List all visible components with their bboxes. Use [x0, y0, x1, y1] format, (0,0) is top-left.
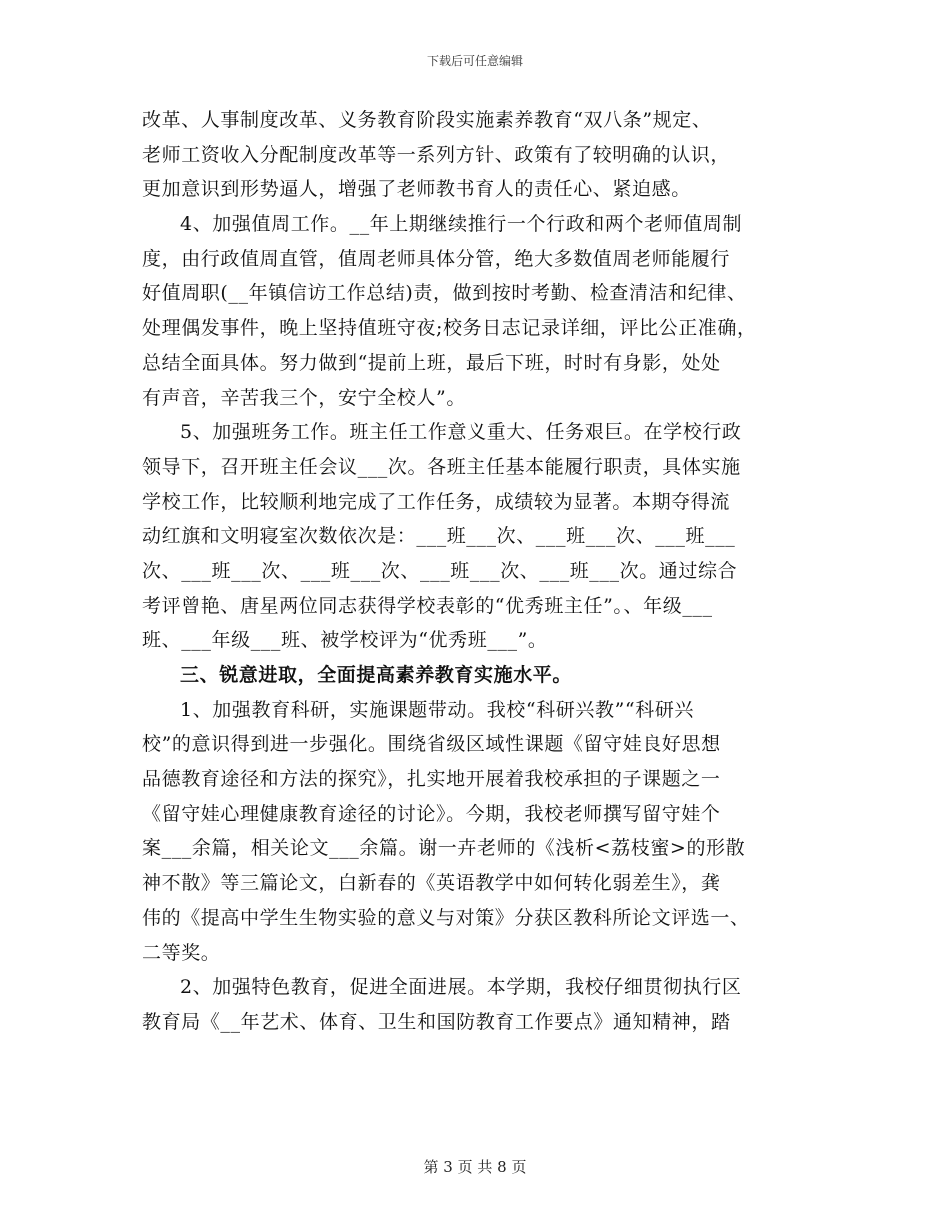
document-body	[142, 103, 812, 1040]
text-line: 好值周职(__年镇信访工作总结)责，做到按时考勤、检查清洁和纪律、	[142, 282, 747, 305]
text-line: 《留守娃心理健康教育途径的讨论》。今期，我校老师撰写留守娃个	[142, 802, 721, 825]
text-line: 更加意识到形势逼人，增强了老师教书育人的责任心、紧迫感。	[142, 178, 691, 201]
text-line: 2、加强特色教育，促进全面进展。本学期，我校仔细贯彻执行区	[180, 976, 742, 999]
text-line: 教育局《__年艺术、体育、卫生和国防教育工作要点》通知精神，踏	[142, 1010, 731, 1033]
text-line: 品德教育途径和方法的探究》，扎实地开展着我校承担的子课题之一	[142, 768, 721, 791]
text-line: 案___余篇，相关论文___余篇。谢一卉老师的《浅析<荔枝蜜>的形散	[142, 837, 746, 860]
text-line: 二等奖。	[142, 941, 221, 964]
text-line: 伟的《提高中学生生物实验的意义与对策》分获区教科所论文评选一、	[142, 906, 750, 929]
text-line: 总结全面具体。努力做到“提前上班，最后下班，时时有身影，处处	[142, 351, 721, 374]
text-line: 神不散》等三篇论文，白新春的《英语教学中如何转化弱差生》，龚	[142, 872, 721, 895]
text-line: 4、加强值周工作。__年上期继续推行一个行政和两个老师值周制	[180, 213, 743, 236]
section-heading: 三、锐意进取，全面提高素养教育实施水平。	[180, 664, 573, 686]
text-line: 考评曾艳、唐星两位同志获得学校表彰的“优秀班主任”。、年级___	[142, 594, 713, 617]
text-line: 次、___班___次、___班___次、___班___次、___班___次。通过综合	[142, 559, 738, 582]
page-footer: 第 3 页 共 8 页	[423, 1158, 527, 1176]
text-line: 校”的意识得到进一步强化。围绕省级区域性课题《留守娃良好思想	[142, 733, 721, 756]
text-line: 领导下，召开班主任会议___次。各班主任基本能履行职责，具体实施	[142, 455, 741, 478]
text-line: 老师工资收入分配制度改革等一系列方针、政策有了较明确的认识，	[142, 143, 731, 166]
text-line: 5、加强班务工作。班主任工作意义重大、任务艰巨。在学校行政	[180, 421, 742, 444]
text-line: 改革、人事制度改革、义务教育阶段实施素养教育“双八条”规定、	[142, 109, 712, 131]
text-line: 学校工作，比较顺利地完成了工作任务，成绩较为显著。本期夺得流	[142, 490, 731, 513]
text-line: 1、加强教育科研，实施课题带动。我校“科研兴教”“科研兴	[180, 698, 695, 721]
text-line: 处理偶发事件，晚上坚持值班守夜;校务日志记录详细，评比公正准确，	[142, 317, 757, 340]
page-header: 下载后可任意编辑	[426, 54, 523, 68]
text-line: 动红旗和文明寝室次数依次是：___班___次、___班___次、___班___	[142, 525, 736, 548]
text-line: 有声音，辛苦我三个，安宁全校人”。	[142, 386, 466, 409]
text-line: 班、___年级___班、被学校评为“优秀班___”。	[142, 629, 548, 652]
text-line: 度，由行政值周直管，值周老师具体分管，绝大多数值周老师能履行	[142, 247, 731, 270]
